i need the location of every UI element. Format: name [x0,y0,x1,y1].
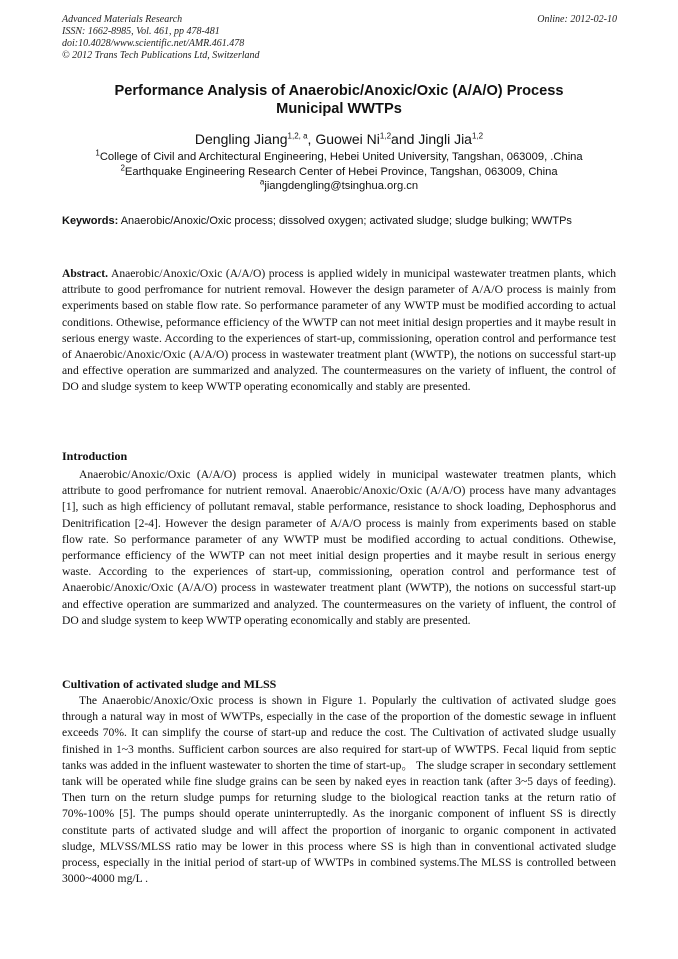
author-list [62,130,616,148]
affiliation-text: Earthquake Engineering Research Center of Hebei Province, Tangshan, 063009, China [124,165,558,178]
cultivation-paragraph: The Anaerobic/Anoxic/Oxic process is shown in Figure 1. Popularly the cultivation of activated sludge goes through a natural way in most of WWTPs, especially in the case of the proportion of the domestic sewage in influent exceeds 70%. It can simplify the course of start-up and reduce the cost. The Cultivation of activated sludge usually finished in 1~3 months. Sufficient carbon sources are also required for start-up of WWTPS. Fecal liquid from septic tanks was added in the influent wastewater to shorten the time of start-up。 The sludge scraper in secondary settlement tank will be operated while fine sludge grains can be seen by naked eyes in reaction tank (after 3~5 days of feeding). Then turn on the return sludge pumps for returning sludge to the biological reaction tanks at the return ratio of 70%-100% [5]. The pumps should operate uninterruptedly. As the inorganic component of influent SS is directly constitute parts of activated sludge and will affect the proportion of inorganic to organic component in activated sludge, MLVSS/MLSS ratio may be lower in this process where SS is high than in conventional activated sludge process, especially in the initial period of start-up of WWTPs in combined systems.The MLSS is controlled between 3000~4000 mg/L . [62,694,616,886]
author-name: Dengling Jiang [194,131,288,147]
affiliation-1 [62,150,616,165]
copyright-line: © 2012 Trans Tech Publications Ltd, Switzerland [62,50,260,61]
email-address[interactable]: jiangdengling@tsinghua.org.cn [264,180,419,192]
abstract-label: Abstract. [62,267,109,280]
author-separator: and [391,131,419,147]
affiliation-superscript: 2 [120,162,125,172]
introduction-heading: Introduction [62,449,128,463]
keywords [62,214,616,228]
affiliations [62,150,616,194]
online-date: Online: 2012-02-10 [537,14,617,25]
author-name: Guowei Ni [315,131,380,147]
author-superscript: 1,2 [471,131,484,141]
cultivation-heading: Cultivation of activated sludge and MLSS [62,677,277,691]
introduction-paragraph: Anaerobic/Anoxic/Oxic (A/A/O) process is applied widely in municipal wastewater treatmen plants, which attribute to good perfromance for nutrient removal. Anaerobic/Anoxic/Oxic (A/A/O) process have many advantages [1], such as high efficiency of pollutant remaval, stable performance, resistance to shock loading, Dephosphorus and Denitrification [2-4]. However the design parameter of A/A/O process is mainly from experiments based on stable flow rate. So performance parameter of any WWTP must be modified according to actual conditions. Othewise, performance efficiency of the WWTP can not meet initial design properties and it maybe result in serious energy waste. According to the experiences of start-up, commissioning, operation control and performance test of Anaerobic/Anoxic/Oxic (A/A/O) process in wastewater treatment plant (WWTP), the notions on successful start-up and effective operation are summarized and analyzed. The countermeasures on the variety of influent, the control of DO and sludge system to keep WWTP operating economically and stably are presented. [62,468,616,627]
affiliation-2 [62,162,616,180]
email-superscript: a [259,177,265,187]
paper-title [62,82,616,118]
paper-title-line-1: Performance Analysis of Anaerobic/Anoxic/Oxic (A/A/O) Process [114,83,564,99]
author-name: Jingli Jia [418,131,472,147]
author-email [62,179,616,194]
issn-line: ISSN: 1662-8985, Vol. 461, pp 478-481 [62,26,220,37]
journal-header [62,14,617,62]
abstract [62,266,616,396]
doi-line[interactable]: doi:10.4028/www.scientific.net/AMR.461.478 [62,38,245,49]
journal-name: Advanced Materials Research [62,14,183,25]
paper-title-line-2: Municipal WWTPs [276,101,402,117]
affiliation-text: College of Civil and Architectural Engineering, Hebei United University, Tangshan, 063009, .China [99,151,583,163]
keywords-text: Anaerobic/Anoxic/Oxic process; dissolved oxygen; activated sludge; sludge bulking; WWTPs [118,215,572,227]
author-separator: , [307,131,316,147]
affiliation-superscript: 1 [95,148,100,158]
author-superscript: 1,2 [379,131,392,141]
abstract-text: Anaerobic/Anoxic/Oxic (A/A/O) process is applied widely in municipal wastewater treatmen plants, which attribute to good perfromance for nutrient removal. However the design parameter of A/A/O process is mainly from experiments based on stable flow rate. So performance parameter of any WWTP must be modified according to actual conditions. Othewise, peformance efficiency of the WWTP can not meet initial design properties and it maybe result in serious energy waste. According to the experiences of start-up, commissioning, operation control and performance test of Anaerobic/Anoxic/Oxic (A/A/O) process in wastewater treatment plant (WWTP), the notions on successful start-up and effective operation are summarized and analyzed. The countermeasures on the variety of influent, the control of DO and sludge system to keep WWTP operating economically and stably are presented. [62,267,616,394]
keywords-label: Keywords: [62,215,119,227]
author-superscript: 1,2, a [287,131,308,141]
